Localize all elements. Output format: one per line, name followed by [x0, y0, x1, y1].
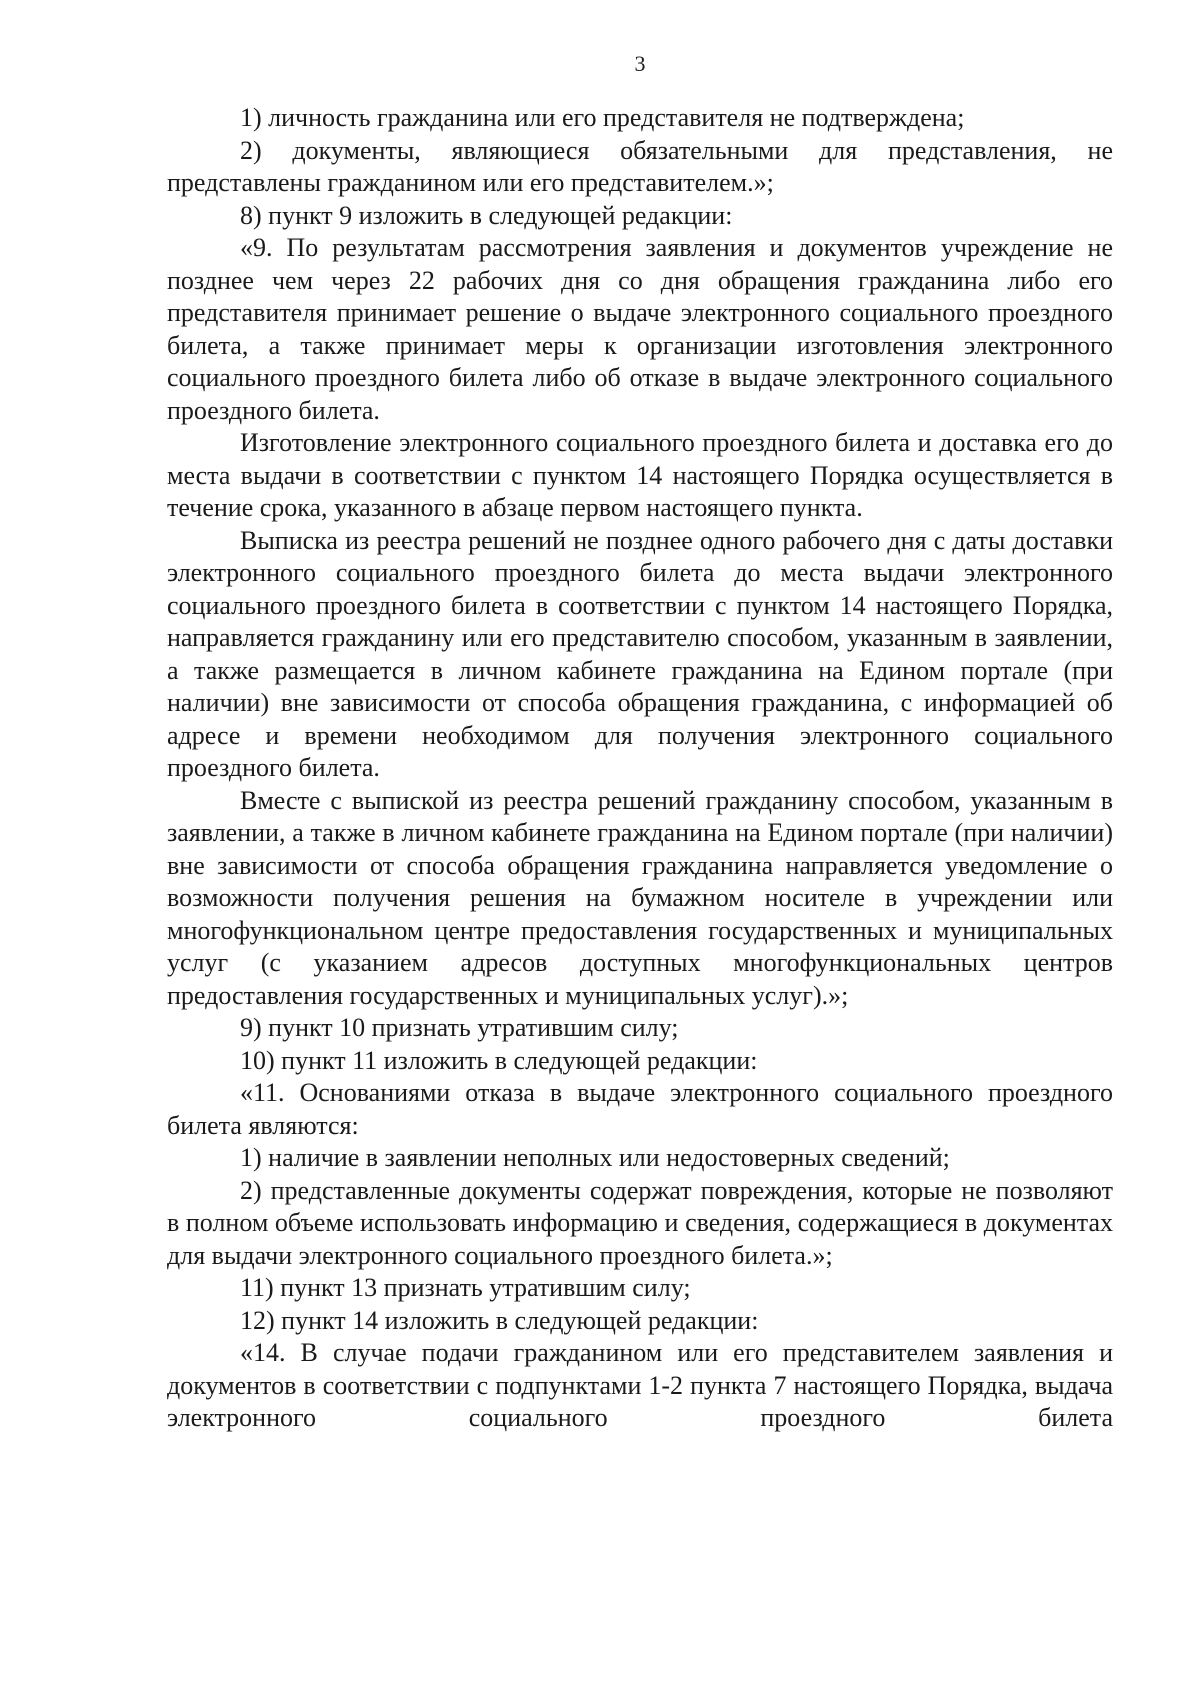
clause-11-ground-2: 2) представленные документы содержат повреждения, которые не позволяют в полном объеме использовать информацию и сведения, содержащиеся в документах для выдачи электронного социального проездного билета.»;: [167, 1175, 1113, 1270]
page-number: 3: [634, 51, 646, 76]
list-item-identity-not-confirmed: 1) личность гражданина или его представителя не подтверждена;: [240, 103, 965, 132]
clause-14-text: «14. В случае подачи гражданином или его представителем заявления и документов в соответствии с подпунктами 1-2 пункта 7 настоящего Порядка, выдача электронного социального проездного билета: [167, 1338, 1113, 1432]
document-body: [167, 102, 1113, 1435]
clause-9-manufacturing: Изготовление электронного социального проездного билета и доставка его до места выдачи в соответствии с пунктом 14 настоящего Порядка осуществляется в течение срока, указанного в абзаце первом настоящего пункта.: [167, 428, 1113, 522]
amendment-item-12: 12) пункт 14 изложить в следующей редакции:: [240, 1305, 759, 1335]
amendment-item-10: 10) пункт 11 изложить в следующей редакции:: [240, 1045, 758, 1075]
clause-9-text: «9. По результатам рассмотрения заявления и документов учреждение не позднее чем через 22 рабочих дня со дня обращения гражданина либо его представителя принимает решение о выдаче электронного социального проездного билета, а также принимает меры к организации изготовления электронного социального проездного билета либо об отказе в выдаче электронного социального проездного билета.: [167, 233, 1113, 425]
clause-11-text: «11. Основаниями отказа в выдаче электронного социального проездного билета являются:: [167, 1078, 1113, 1140]
clause-11-ground-1: 1) наличие в заявлении неполных или недостоверных сведений;: [240, 1143, 950, 1172]
amendment-item-8: 8) пункт 9 изложить в следующей редакции:: [240, 200, 733, 230]
list-item-documents-not-submitted: 2) документы, являющиеся обязательными для представления, не представлены гражданином или его представителем.»;: [167, 135, 1113, 197]
amendment-item-11: 11) пункт 13 признать утратившим силу;: [240, 1273, 691, 1302]
clause-9-registry-extract: Выписка из реестра решений не позднее одного рабочего дня с даты доставки электронного социального проездного билета до места выдачи электронного социального проездного билета в соответствии с пунктом 14 настоящего Порядка, направляется гражданину или его представителю способом, указанным в заявлении, а также размещается в личном кабинете гражданина на Едином портале (при наличии) вне зависимости от способа обращения гражданина, с информацией об адресе и времени необходимом для получения электронного социального проездного билета.: [167, 525, 1113, 782]
amendment-item-9: 9) пункт 10 признать утратившим силу;: [240, 1013, 679, 1042]
clause-9-notification: Вместе с выпиской из реестра решений гражданину способом, указанным в заявлении, а также в личном кабинете гражданина на Едином портале (при наличии) вне зависимости от способа обращения гражданина направляется уведомление о возможности получения решения на бумажном носителе в учреждении или многофункциональном центре предоставления государственных и муниципальных услуг (с указанием адресов доступных многофункциональных центров предоставления государственных и муниципальных услуг).»;: [167, 785, 1113, 1010]
